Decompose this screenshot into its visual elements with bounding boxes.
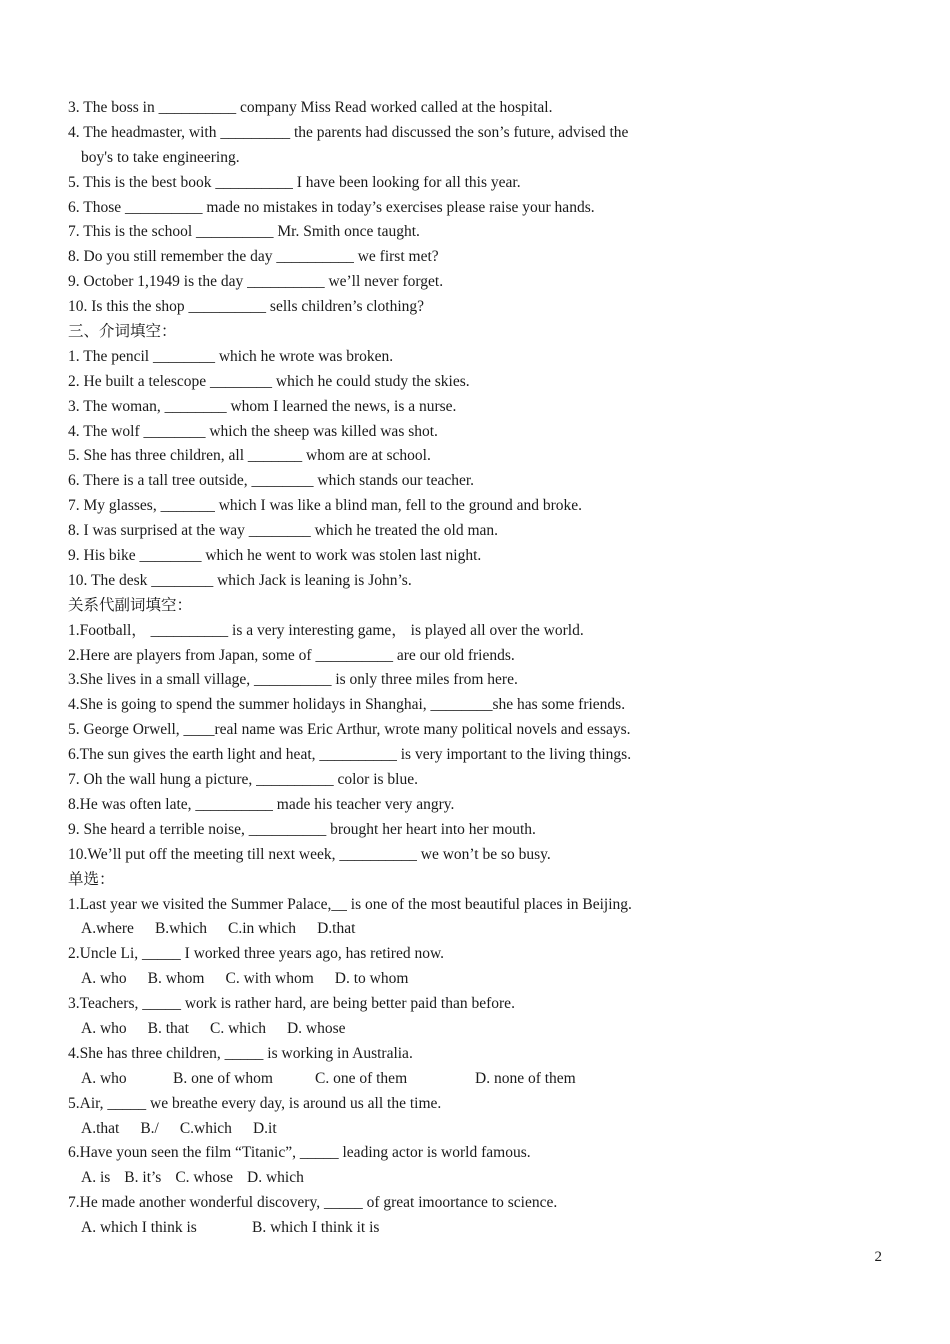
option: C. one of them: [315, 1069, 408, 1087]
mcq-question: 6.Have youn seen the film “Titanic”, _____ leading actor is world famous.: [68, 1144, 531, 1162]
mcq-question: 2.Uncle Li, _____ I worked three years ago, has retired now.: [68, 945, 445, 963]
option: B. it’s: [124, 1169, 162, 1187]
option: C. with whom: [225, 970, 314, 988]
exercise-line: 9. She heard a terrible noise, __________ brought her heart into her mouth.: [68, 820, 536, 838]
mcq-options: [68, 1166, 888, 1191]
option: A.where: [81, 920, 134, 938]
exercise-line: 8. I was surprised at the way ________ which he treated the old man.: [68, 522, 499, 540]
mcq-options: [68, 1017, 888, 1042]
exercise-line: 7. Oh the wall hung a picture, __________ color is blue.: [68, 771, 418, 789]
option: A. who: [81, 1069, 127, 1087]
section-heading-prepositions: 三、介词填空：: [68, 323, 177, 341]
mcq-options: [68, 1067, 888, 1092]
mcq-options: [68, 917, 888, 942]
option: C. whose: [175, 1169, 234, 1187]
option: C. which: [209, 1019, 266, 1037]
mcq-options: [68, 1216, 888, 1241]
mcq-question: 1.Last year we visited the Summer Palace,__ is one of the most beautiful places in Beijing.: [68, 895, 632, 913]
exercise-line: 2. He built a telescope ________ which he could study the skies.: [68, 372, 470, 390]
exercise-line: 3. The boss in __________ company Miss Read worked called at the hospital.: [68, 99, 553, 116]
option: A. who: [81, 970, 127, 988]
exercise-line: 10.We’ll put off the meeting till next week, __________ we won’t be so busy.: [68, 845, 551, 863]
option: B./: [140, 1119, 159, 1137]
option: D.that: [317, 920, 356, 938]
exercise-line: 4. The wolf ________ which the sheep was killed was shot.: [68, 422, 438, 440]
option: A.that: [81, 1119, 120, 1137]
exercise-content: [68, 96, 888, 1241]
exercise-line: 8.He was often late, __________ made his teacher very angry.: [68, 795, 455, 813]
option: D. whose: [286, 1019, 346, 1037]
exercise-line: 1.Football， __________ is a very interesting game， is played all over the world.: [68, 621, 584, 639]
exercise-line: 5. George Orwell, ____real name was Eric Arthur, wrote many political novels and essays.: [68, 721, 631, 739]
exercise-line: 5. She has three children, all _______ whom are at school.: [68, 447, 431, 465]
exercise-line-continuation: boy's to take engineering.: [81, 148, 240, 166]
mcq-options: [68, 1117, 888, 1142]
exercise-line: 6.The sun gives the earth light and heat, __________ is very important to the living things.: [68, 746, 632, 764]
exercise-line: 7. My glasses, _______ which I was like a blind man, fell to the ground and broke.: [68, 497, 582, 515]
exercise-line: 1. The pencil ________ which he wrote was broken.: [68, 347, 394, 365]
exercise-line: 10. The desk ________ which Jack is leaning is John’s.: [68, 571, 412, 589]
option: D. to whom: [334, 970, 409, 988]
exercise-line: 9. October 1,1949 is the day __________ we’ll never forget.: [68, 273, 444, 291]
option: D. none of them: [475, 1069, 576, 1087]
mcq-question: 7.He made another wonderful discovery, _____ of great imoortance to science.: [68, 1194, 558, 1212]
option: A. which I think is: [81, 1219, 197, 1237]
option: B.which: [154, 920, 208, 938]
option: B. which I think it is: [252, 1219, 380, 1237]
option: D.it: [252, 1119, 277, 1137]
mcq-question: 3.Teachers, _____ work is rather hard, are being better paid than before.: [68, 995, 515, 1013]
option: B. that: [147, 1019, 189, 1037]
option: A. who: [81, 1019, 127, 1037]
page-number: 2: [874, 1249, 882, 1265]
exercise-line: 3.She lives in a small village, __________ is only three miles from here.: [68, 671, 518, 689]
exercise-line: 6. Those __________ made no mistakes in today’s exercises please raise your hands.: [68, 198, 595, 216]
exercise-line: 9. His bike ________ which he went to work was stolen last night.: [68, 547, 482, 565]
option: B. one of whom: [173, 1069, 273, 1087]
section-heading-multiple-choice: 单选：: [68, 870, 115, 888]
exercise-line: 3. The woman, ________ whom I learned the news, is a nurse.: [68, 397, 457, 415]
option: D. which: [247, 1169, 304, 1187]
mcq-question: 5.Air, _____ we breathe every day, is around us all the time.: [68, 1094, 442, 1112]
mcq-question: 4.She has three children, _____ is working in Australia.: [68, 1044, 413, 1062]
exercise-line: 4. The headmaster, with _________ the parents had discussed the son’s future, advised the: [68, 123, 629, 141]
exercise-line: 5. This is the best book __________ I have been looking for all this year.: [68, 173, 521, 191]
mcq-options: [68, 967, 888, 992]
exercise-line: 7. This is the school __________ Mr. Smith once taught.: [68, 223, 420, 241]
option: A. is: [81, 1169, 111, 1187]
section-heading-relatives: 关系代副词填空：: [68, 596, 193, 614]
exercise-line: 6. There is a tall tree outside, ________ which stands our teacher.: [68, 472, 475, 490]
exercise-line: 10. Is this the shop __________ sells children’s clothing?: [68, 298, 425, 316]
option: C.which: [179, 1119, 232, 1137]
exercise-line: 4.She is going to spend the summer holidays in Shanghai, ________she has some friends.: [68, 696, 626, 714]
option: C.in which: [228, 920, 297, 938]
option: B. whom: [147, 970, 205, 988]
exercise-line: 8. Do you still remember the day __________ we first met?: [68, 248, 439, 266]
exercise-line: 2.Here are players from Japan, some of __________ are our old friends.: [68, 646, 515, 664]
